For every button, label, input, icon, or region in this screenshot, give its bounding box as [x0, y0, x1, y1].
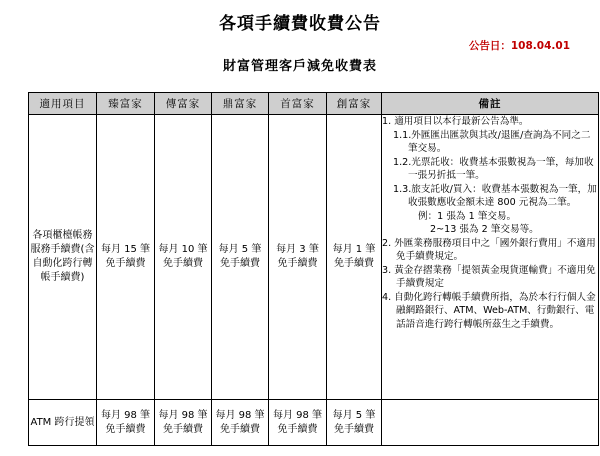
fee-count: 每月 98 筆 [158, 409, 208, 421]
fee-cell [212, 115, 269, 400]
fee-label: 免手續費 [163, 423, 203, 435]
note-example-b: 2~13 張為 2 筆交易等。 [430, 224, 539, 235]
note-1-2: 1.2.光票託收：收費基本張數視為一筆，每加收一張另折抵一筆。 [393, 156, 594, 181]
fee-count: 每月 15 筆 [100, 244, 151, 255]
fee-label: 免手續費 [220, 423, 260, 435]
note-example-a: 例：1 張為 1 筆交易。 [418, 210, 517, 222]
table-row [29, 115, 599, 400]
header-tier-zhen: 臻富家 [97, 93, 155, 115]
fee-label: 免手續費 [163, 258, 203, 269]
fee-label: 免手續費 [220, 258, 260, 269]
fee-label: 免手續費 [277, 423, 318, 435]
fee-label: 免手續費 [105, 423, 146, 435]
header-notes: 備註 [382, 93, 599, 115]
fee-count: 每月 5 筆 [332, 409, 376, 421]
notes-cell [382, 115, 599, 400]
fee-cell [327, 400, 382, 446]
fee-count: 每月 5 筆 [218, 244, 262, 255]
fee-count: 每月 98 筆 [215, 409, 265, 421]
fee-cell [269, 400, 327, 446]
fee-count: 每月 1 筆 [332, 244, 376, 255]
announcement-date: 公告日：108.04.01 [468, 40, 570, 52]
notes-cell-empty [382, 400, 599, 446]
fee-cell [97, 400, 155, 446]
table-header-row [29, 93, 599, 115]
fee-label: 免手續費 [277, 258, 318, 269]
fee-label: 免手續費 [334, 258, 374, 269]
fee-count: 每月 3 筆 [276, 244, 319, 255]
note-1-1: 1.1.外匯匯出匯款與其改/退匯/查詢為不同之二筆交易。 [393, 129, 591, 154]
fee-cell [97, 115, 155, 400]
fee-label: 免手續費 [334, 423, 374, 435]
note-4: 4. 自動化跨行轉帳手續費所指，為於本行行個人金融網路銀行、ATM、Web-ATM、行動銀行、電話語音進行跨行轉帳所茲生之手續費。 [382, 291, 596, 330]
header-applicable-item: 適用項目 [29, 93, 97, 115]
fee-cell [327, 115, 382, 400]
header-tier-shou: 首富家 [269, 93, 327, 115]
fee-cell [155, 115, 212, 400]
fee-count: 每月 98 筆 [100, 409, 151, 421]
fee-cell [155, 400, 212, 446]
row-item-atm: ATM 跨行提領 [29, 400, 97, 446]
note-1-3: 1.3.旅支託收/買入：收費基本張數視為一筆，加收張數應收金額未達 800 元視為二筆。 [393, 183, 597, 208]
fee-count: 每月 98 筆 [272, 409, 323, 421]
note-3: 3. 黃金存摺業務「提領黃金現貨運輸費」不適用免手續費規定 [382, 264, 596, 289]
note-2: 2. 外匯業務服務項目中之「國外銀行費用」不適用免手續費規定。 [382, 237, 596, 262]
fee-label: 免手續費 [105, 258, 146, 269]
table-row [29, 400, 599, 446]
header-tier-chuang: 創富家 [327, 93, 382, 115]
document-title: 各項手續費收費公告 [219, 14, 381, 34]
note-1: 1. 適用項目以本行最新公告為準。 [382, 116, 529, 127]
fee-count: 每月 10 筆 [158, 244, 208, 255]
header-tier-chuan: 傳富家 [155, 93, 212, 115]
fee-cell [212, 400, 269, 446]
document-subtitle: 財富管理客戶減免收費表 [222, 59, 377, 74]
fee-cell [269, 115, 327, 400]
row-item-counter-services: 各項櫃檯帳務服務手續費(含自動化跨行轉帳手續費) [29, 115, 97, 400]
fee-waiver-table [28, 92, 599, 446]
header-tier-ding: 鼎富家 [212, 93, 269, 115]
